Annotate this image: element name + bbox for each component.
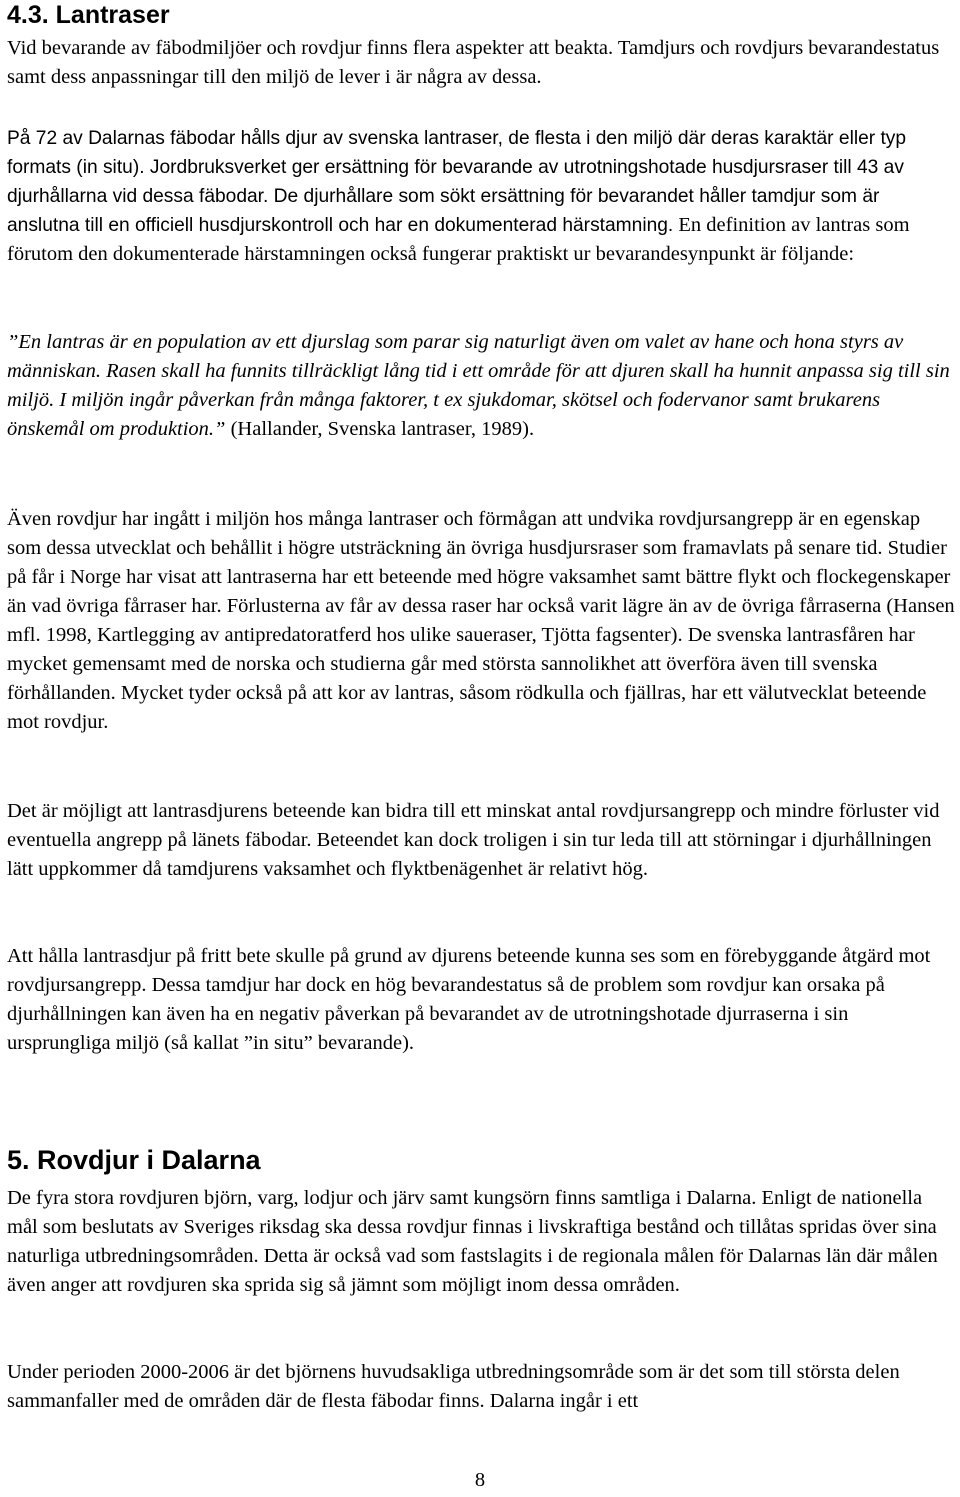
paragraph-rovdjur-dalarna: De fyra stora rovdjuren björn, varg, lodjur och järv samt kungsörn finns samtliga i Dalarna. Enligt de nationella mål som beslutats av Sveriges riksdag ska dessa rovdjur finnas i livskraftiga bestånd och tillåtas spridas över sina naturliga utbredningsområden. Detta är också vad som fastslagits i de regionala målen för Dalarnas län där målen även anger att rovdjuren ska sprida sig så jämnt som möjligt inom dessa områden. <box>7 1187 938 1296</box>
definition-quote <box>7 328 957 444</box>
paragraph-perioden: Under perioden 2000-2006 är det björnens huvudsakliga utbredningsområde som är det som till största delen sammanfaller med de områden där de flesta fäbodar finns. Dalarna ingår i ett <box>7 1361 900 1412</box>
paragraph-rovdjur-beteende: Även rovdjur har ingått i miljön hos många lantraser och förmågan att undvika rovdjursangrepp är en egenskap som dessa utvecklat och behållit i högre utsträckning än övriga husdjursraser som framavlats på senare tid. Studier på får i Norge har visat att lantraserna har ett beteende med högre vaksamhet samt bättre flykt och flockegenskaper än vad övriga fårraser har. Förlusterna av får av dessa raser har också varit lägre än av de övriga fårraserna (Hansen mfl. 1998, Kartlegging av antipredatoratferd hos ulike saueraser, Tjötta fagsenter). De svenska lantrasfåren har mycket gemensamt med de norska och studierna går med största sannolikhet att överföra även till svenska förhållanden. Mycket tyder också på att kor av lantras, såsom rödkulla och fjällras, har ett välutvecklat beteende mot rovdjur. <box>7 508 955 733</box>
page-number: 8 <box>474 1469 486 1491</box>
paragraph-mojligt: Det är möjligt att lantrasdjurens beteende kan bidra till ett minskat antal rovdjursangrepp och mindre förluster vid eventuella angrepp på länets fäbodar. Beteendet kan dock troligen i sin tur leda till att störningar i djurhållningen lätt uppkommer då tamdjurens vaksamhet och flyktbenägenhet är relativt hög. <box>7 800 940 880</box>
quote-citation: (Hallander, Svenska lantraser, 1989). <box>225 418 535 440</box>
paragraph-intro: Vid bevarande av fäbodmiljöer och rovdjur finns flera aspekter att beakta. Tamdjurs och rovdjurs bevarandestatus samt dess anpassningar till den miljö de lever i är några av dessa. <box>7 37 940 88</box>
paragraph-sans-part: På 72 av Dalarnas fäbodar hålls djur av svenska lantraser, de flesta i den miljö där deras karaktär eller typ formats (in situ). Jordbruksverket ger ersättning för bevarande av utrotningshotade husdjursraser till 43 av djurhållarna vid dessa fäbodar. De djurhållare som sökt ersättning för bevarandet håller tamdjur som är anslutna till en officiell husdjurskontroll och har en dokumenterad härstamning. <box>7 128 907 236</box>
section-heading-4-3: 4.3. Lantraser <box>7 1 170 29</box>
quote-text: ”En lantras är en population av ett djurslag som parar sig naturligt även om valet av hane och hona styrs av människan. Rasen skall ha funnits tillräckligt lång tid i ett område för att djuren skall ha hunnit anpassa sig till sin miljö. I miljön ingår påverkan från många faktorer, t ex sjukdomar, skötsel och fodervanor samt brukarens önskemål om produktion.” <box>7 331 950 440</box>
paragraph-serif-part: En definition av lantras som förutom den dokumenterade härstamningen också fungerar praktiskt ur bevarandesynpunkt är följande: <box>7 214 910 265</box>
paragraph-lantraser-dalarna <box>7 124 957 269</box>
paragraph-fritt-bete: Att hålla lantrasdjur på fritt bete skulle på grund av djurens beteende kunna ses som en förebyggande åtgärd mot rovdjursangrepp. Dessa tamdjur har dock en hög bevarandestatus så de problem som rovdjur kan orsaka på djurhållningen kan även ha en negativ påverkan på bevarandet av de utrotningshotade djurraserna i sin ursprungliga miljö (så kallat ”in situ” bevarande). <box>7 945 931 1054</box>
section-heading-5: 5. Rovdjur i Dalarna <box>7 1145 261 1175</box>
